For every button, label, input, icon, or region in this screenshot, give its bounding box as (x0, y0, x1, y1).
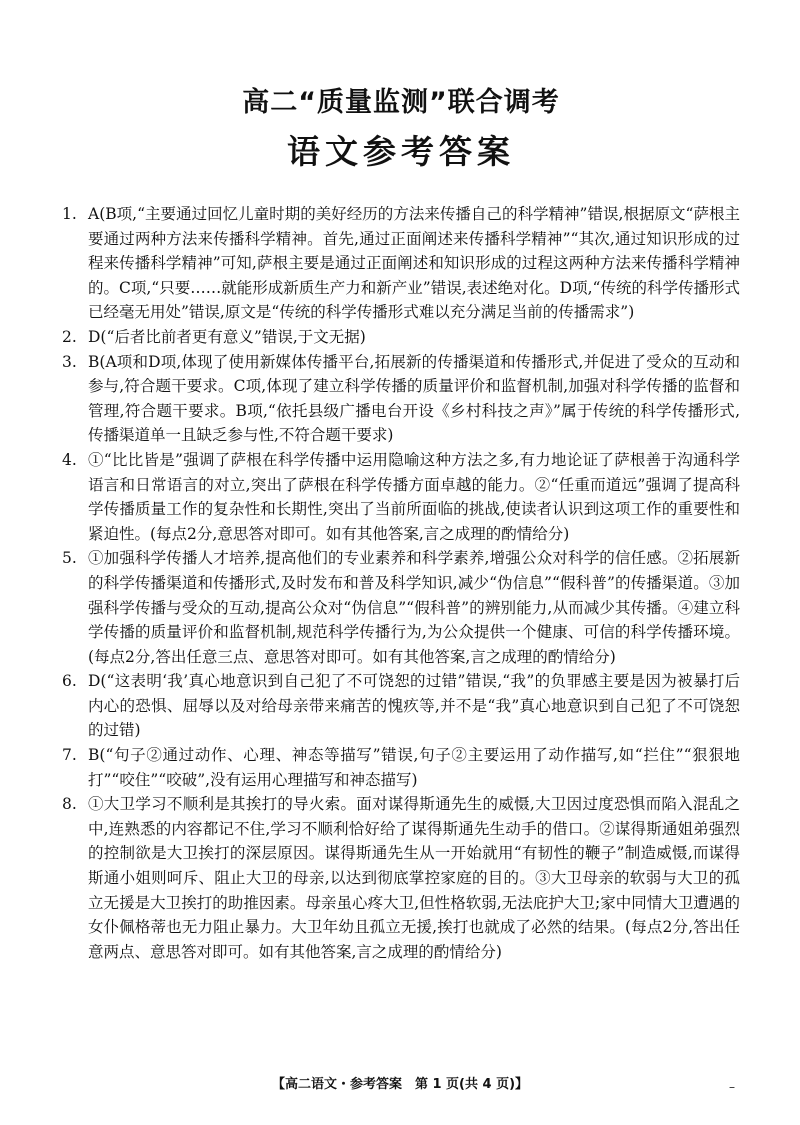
answer-number: 7. (62, 746, 77, 765)
answer-number: 8. (62, 795, 77, 814)
answer-item-7 (62, 743, 740, 792)
answer-number: 4. (62, 450, 77, 469)
answer-text: D(“这表明‘我’真心地意识到自己犯了不可饶恕的过错”错误,“我”的负罪感主要是因为被暴打后内心的恐惧、屈辱以及对给母亲带来痛苦的愧疚等,并不是“我”真心地意识到自己犯了不可饶恕的过错) (88, 672, 740, 740)
answer-text: B(“句子②通过动作、心理、神态等描写”错误,句子②主要运用了动作描写,如“拦住”“狠狠地打”“咬住”“咬破”,没有运用心理描写和神态描写) (88, 746, 740, 789)
answer-item-3 (62, 350, 740, 448)
answer-number: 6. (62, 672, 77, 691)
answer-list (62, 202, 740, 964)
answer-number: 5. (62, 549, 77, 568)
answer-item-8 (62, 792, 740, 964)
answer-number: 3. (62, 352, 77, 371)
answer-key-title: 语文参考答案 (287, 132, 515, 171)
answer-text: A(B项,“主要通过回忆儿童时期的美好经历的方法来传播自己的科学精神”错误,根据原文“萨根主要通过两种方法来传播科学精神。首先,通过正面阐述来传播科学精神”“其次,通过知识形成的过程来传播科学精神”可知,萨根主要是通过正面阐述和知识形成的过程这两种方法来传播科学精神的。C项,“只要……就能形成新质生产力和新产业”错误,表述绝对化。D项,“传统的科学传播形式已经毫无用处”错误,原文是“传统的科学传播形式难以充分满足当前的传播需求”) (88, 205, 740, 322)
answer-number: 2. (62, 327, 77, 346)
exam-title: 高二“质量监测”联合调考 (242, 87, 560, 118)
answer-text: ①大卫学习不顺利是其挨打的导火索。面对谋得斯通先生的威慑,大卫因过度恐惧而陷入混乱之中,连熟悉的内容都记不住,学习不顺利恰好给了谋得斯通先生动手的借口。②谋得斯通姐弟强烈的控制欲是大卫挨打的深层原因。谋得斯通先生从一开始就用“有韧性的鞭子”制造威慑,而谋得斯通小姐则呵斥、阻止大卫的母亲,以达到彻底掌控家庭的目的。③大卫母亲的软弱与大卫的孤立无援是大卫挨打的助推因素。母亲虽心疼大卫,但性格软弱,无法庇护大卫;家中同情大卫遭遇的女仆佩格蒂也无力阻止暴力。大卫年幼且孤立无援,挨打也就成了必然的结果。(每点2分,答出任意两点、意思答对即可。如有其他答案,言之成理的酌情给分) (88, 795, 740, 961)
page-footer: 【高二语文・参考答案 第 1 页(共 4 页)】 (271, 1077, 529, 1092)
answer-item-2 (62, 325, 740, 350)
answer-number: 1. (62, 205, 77, 223)
answer-text: ①“比比皆是”强调了萨根在科学传播中运用隐喻这种方法之多,有力地论证了萨根善于沟通科学语言和日常语言的对立,突出了萨根在科学传播方面卓越的能力。②“任重而道远”强调了提高科学传播质量工作的复杂性和长期性,突出了当前所面临的挑战,使读者认识到这项工作的重要性和紧迫性。(每点2分,意思答对即可。如有其他答案,言之成理的酌情给分) (88, 450, 740, 543)
answer-item-4 (62, 448, 740, 546)
answer-text: D(“后者比前者更有意义”错误,于文无据) (88, 327, 366, 346)
answer-item-6 (62, 669, 740, 743)
answer-text: B(A项和D项,体现了使用新媒体传播平台,拓展新的传播渠道和传播形式,并促进了受众的互动和参与,符合题干要求。C项,体现了建立科学传播的质量评价和监督机制,加强对科学传播的监督和管理,符合题干要求。B项,“依托县级广播电台开设《乡村科技之声》”属于传统的科学传播形式,传播渠道单一且缺乏参与性,不符合题干要求) (88, 352, 740, 445)
answer-item-1 (62, 202, 740, 325)
answer-text: ①加强科学传播人才培养,提高他们的专业素养和科学素养,增强公众对科学的信任感。②拓展新的科学传播渠道和传播形式,及时发布和普及科学知识,减少“伪信息”“假科普”的传播渠道。③加强科学传播与受众的互动,提高公众对“伪信息”“假科普”的辨别能力,从而减少其传播。④建立科学传播的质量评价和监督机制,规范科学传播行为,为公众提供一个健康、可信的科学传播环境。(每点2分,答出任意三点、意思答对即可。如有其他答案,言之成理的酌情给分) (88, 549, 740, 666)
answer-item-5 (62, 546, 740, 669)
corner-mark: – (729, 1080, 735, 1094)
